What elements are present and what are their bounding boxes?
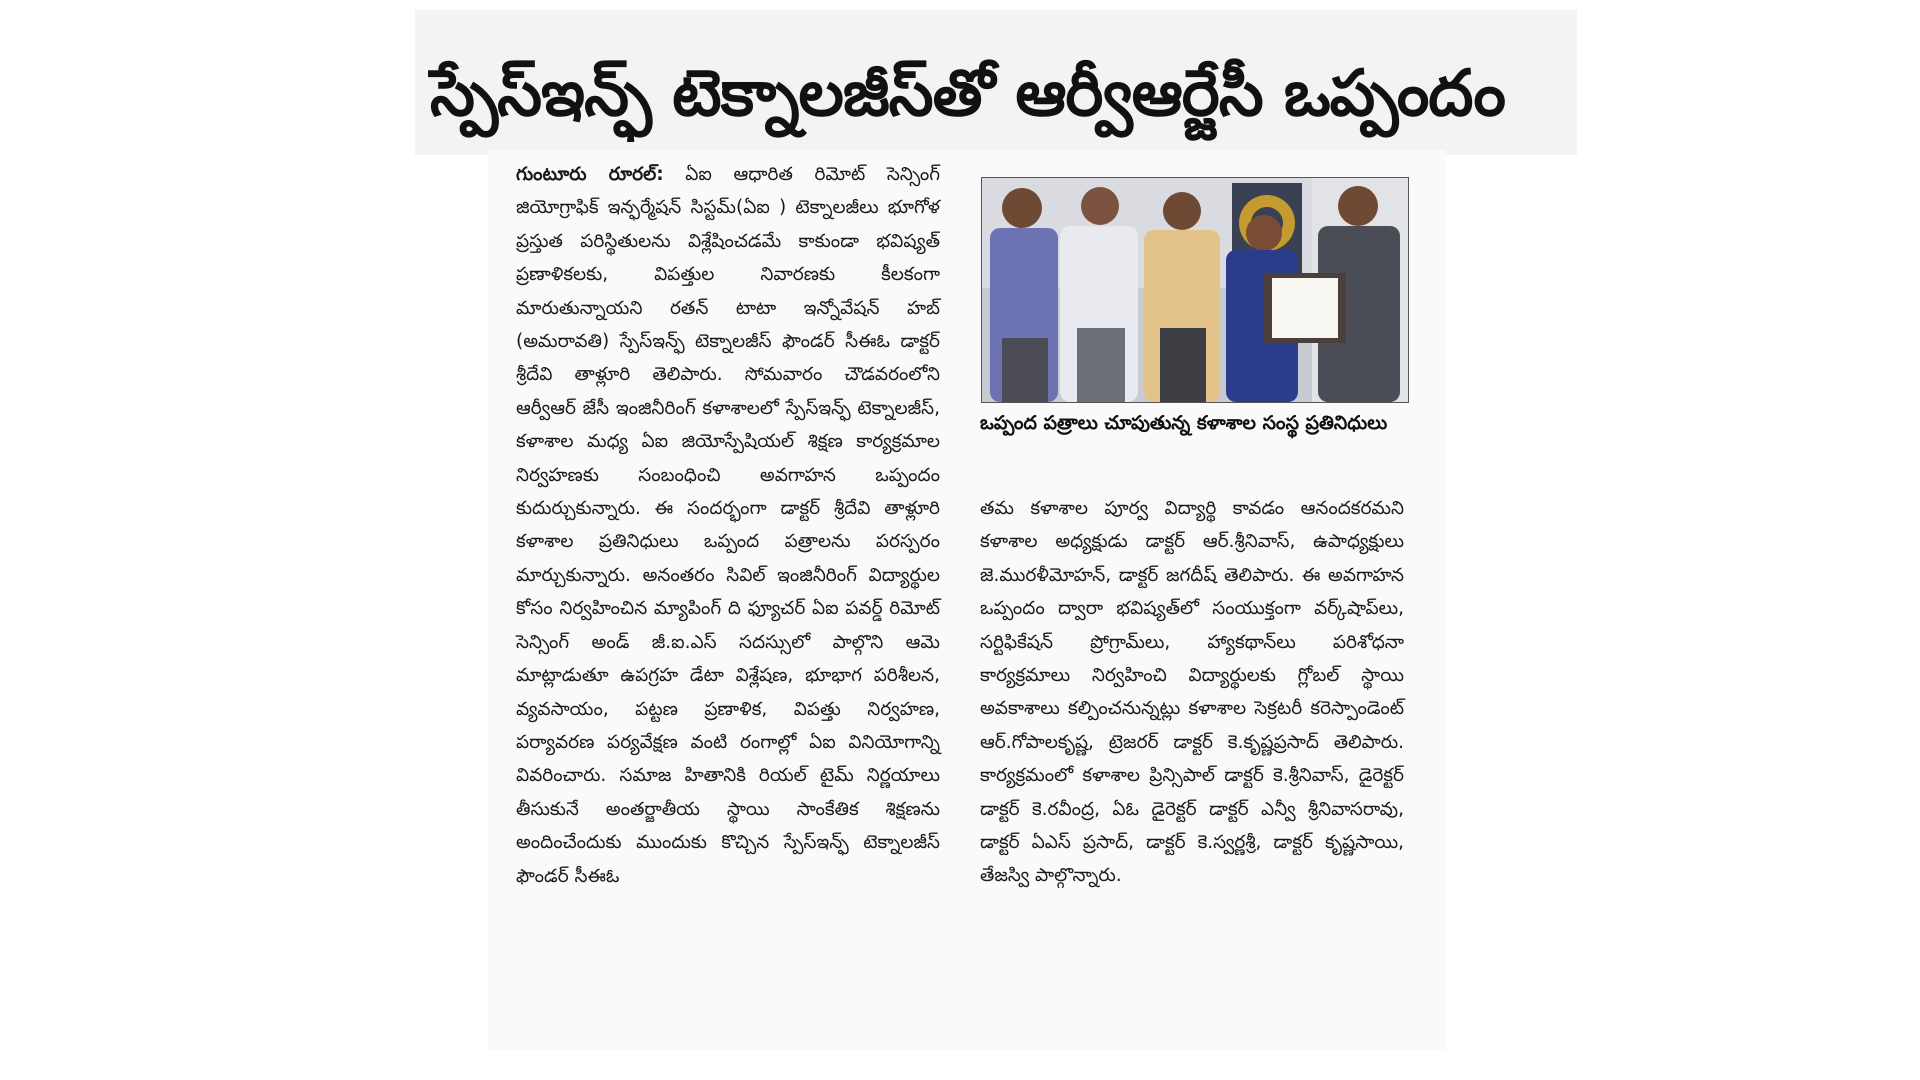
article-left-column: [516, 158, 940, 893]
news-photo: [981, 177, 1409, 403]
left-column-text: ఏఐ ఆధారిత రిమోట్ సెన్సింగ్ జియోగ్రాఫిక్ ఇన్ఫర్మేషన్ సిస్టమ్(ఏఐ ) టెక్నాలజీలు భూగోళ ప్రస్తుత పరిస్థితులను విశ్లేషించడమే కాకుండా భవిష్యత్ ప్రణాళికలకు, విపత్తుల నివారణకు కీలకంగా మారుతున్నాయని రతన్ టాటా ఇన్నోవేషన్ హబ్ (అమరావతి) స్పేస్ఇన్ఫ్ టెక్నాలజీస్ ఫౌండర్ సీఈఓ డాక్టర్ శ్రీదేవి తాళ్లూరి తెలిపారు. సోమవారం చౌడవరంలోని ఆర్వీఆర్ జేసీ ఇంజినీరింగ్ కళాశాలలో స్పేస్ఇన్ఫ్ టెక్నాలజీస్, కళాశాల మధ్య ఏఐ జియోస్పేషియల్ శిక్షణ కార్యక్రమాల నిర్వహణకు సంబంధించి అవగాహన ఒప్పందం కుదుర్చుకున్నారు. ఈ సందర్భంగా డాక్టర్ శ్రీదేవి తాళ్లూరి కళాశాల ప్రతినిధులు ఒప్పంద పత్రాలను పరస్పరం మార్చుకున్నారు. అనంతరం సివిల్ ఇంజినీరింగ్ విద్యార్థుల కోసం నిర్వహించిన మ్యాపింగ్ ది ఫ్యూచర్ ఏఐ పవర్డ్ రిమోట్ సెన్సింగ్ అండ్ జీ.ఐ.ఎస్ సదస్సులో పాల్గొని ఆమె మాట్లాడుతూ ఉపగ్రహ డేటా విశ్లేషణ, భూభాగ పరిశీలన, వ్యవసాయం, పట్టణ ప్రణాళిక, విపత్తు నిర్వహణ, పర్యావరణ పర్యవేక్షణ వంటి రంగాల్లో ఏఐ వినియోగాన్ని వివరించారు. సమాజ హితానికి రియల్ టైమ్ నిర్ణయాలు తీసుకునే అంతర్జాతీయ స్థాయి సాంకేతిక శిక్షణను అందించేందుకు ముందుకు కొచ్చిన స్పేస్ఇన్ఫ్ టెక్నాలజీస్ ఫౌండర్ సీఈఓ: [516, 164, 940, 887]
article-right-column: తమ కళాశాల పూర్వ విద్యార్థి కావడం ఆనందకరమని కళాశాల అధ్యక్షుడు డాక్టర్ ఆర్.శ్రీనివాస్, ఉపాధ్యక్షులు జె.మురళీమోహన్, డాక్టర్ జగదీష్ తెలిపారు. ఈ అవగాహన ఒప్పందం ద్వారా భవిష్యత్‌లో సంయుక్తంగా వర్క్‌షాప్‌లు, సర్టిఫికేషన్ ప్రోగ్రామ్‌లు, హ్యాకథాన్‌లు పరిశోధనా కార్యక్రమాలు నిర్వహించి విద్యార్థులకు గ్లోబల్ స్థాయి అవకాశాలు కల్పించనున్నట్లు కళాశాల సెక్రటరీ కరెస్పాండెంట్ ఆర్.గోపాలకృష్ణ, ట్రెజరర్ డాక్టర్ కె.కృష్ణప్రసాద్ తెలిపారు. కార్యక్రమంలో కళాశాల ప్రిన్సిపాల్ డాక్టర్ కె.శ్రీనివాస్, డైరెక్టర్ డాక్టర్ కె.రవీంద్ర, ఏఓ డైరెక్టర్ డాక్టర్ ఎన్వీ శ్రీనివాసరావు, డాక్టర్ ఏఎస్ ప్రసాద్, డాక్టర్ కె.స్వర్ణశ్రీ, డాక్టర్ కృష్ణసాయి, తేజస్వి పాల్గొన్నారు.: [980, 498, 1404, 887]
headline: స్పేస్ఇన్ఫ్ టెక్నాలజీస్‌తో ఆర్వీఆర్జేసీ ఒప్పందం: [430, 57, 1505, 131]
photo-illustration: [982, 178, 1408, 402]
dateline: గుంటూరు రూరల్:: [516, 164, 664, 185]
photo-caption: ఒప్పంద పత్రాలు చూపుతున్న కళాశాల సంస్థ ప్రతినిధులు: [980, 412, 1388, 434]
